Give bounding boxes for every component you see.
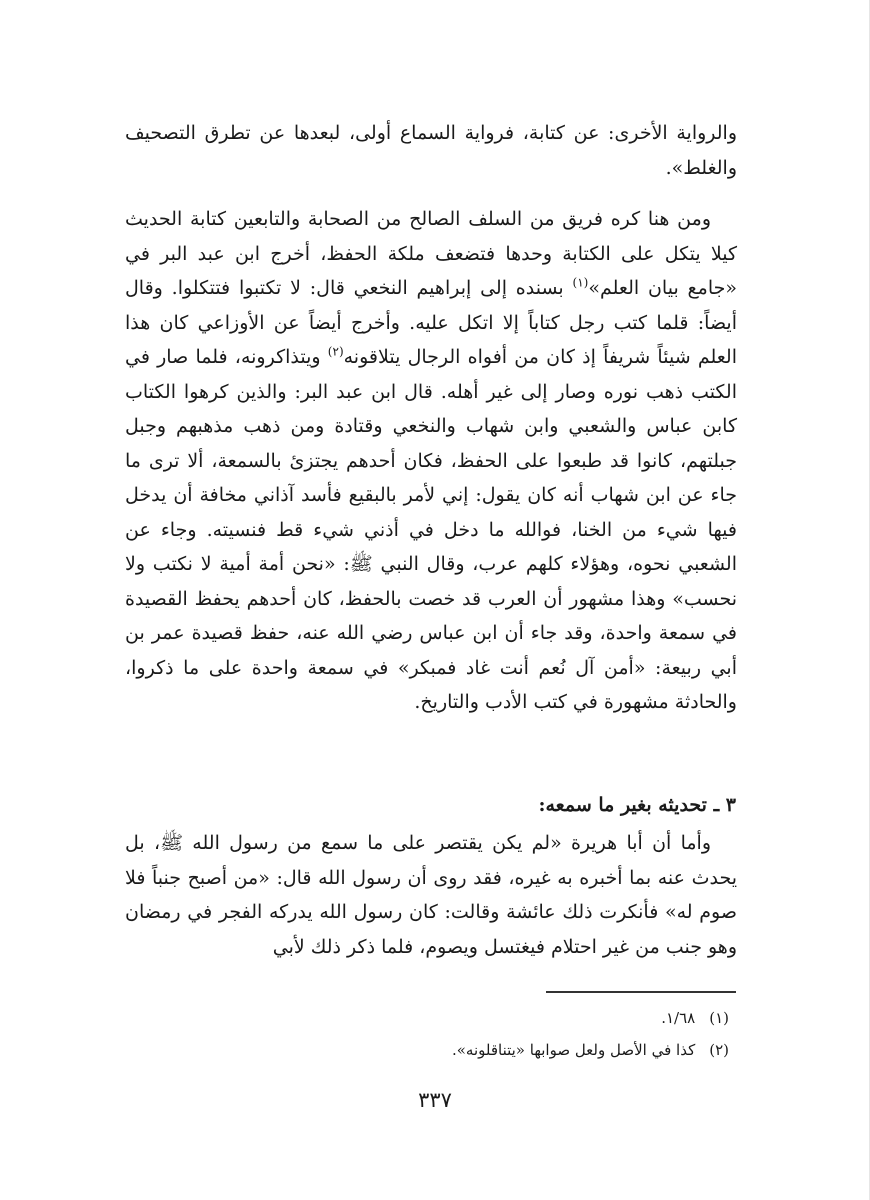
paragraph-2-part-3: ويتذاكرونه، فلما صار في الكتب ذهب نوره وصار إلى غير أهله. قال ابن عبد البر: والذين كرهوا الكتاب كابن عباس والشعبي وابن شهاب والنخعي وقتادة ومن ذهب مذهبهم وجبل جبلتهم، كانوا قد طبعوا على الحفظ، فكان أحدهم يجتزئ بالسمعة، ألا ترى ما جاء عن ابن شهاب أنه كان يقول: إني لأمر بالبقيع فأسد آذاني مخافة أن يدخل فيها شيء من الخنا، فوالله ما دخل في أذني شيء قط فنسيته. وجاء عن الشعبي نحوه، وهؤلاء كلهم عرب، وقال النبي ﷺ: «نحن أمة أمية لا نكتب ولا نحسب» وهذا مشهور أن العرب قد خصت بالحفظ، كان أحدهم يحفظ القصيدة في سمعة واحدة، وقد جاء أن ابن عباس رضي الله عنه، حفظ قصيدة عمر بن أبي ربيعة: «أمن آل نُعم أنت غاد فمبكر» في سمعة واحدة على ما ذكروا، والحادثة مشهورة في كتب الأدب والتاريخ. bbox=[125, 346, 737, 713]
paragraph-2-part-2: بسنده إلى إبراهيم النخعي قال: لا تكتبوا فتتكلوا. وقال أيضاً: قلما كتب رجل كتاباً إلا اتكل عليه. وأخرج أيضاً عن الأوزاعي كان هذا العلم شيئاً شريفاً إذ كان من أفواه الرجال يتلاقونه bbox=[125, 277, 737, 368]
page-number: ٣٣٧ bbox=[418, 1088, 452, 1112]
paragraph-3 bbox=[125, 826, 737, 964]
footnote-2-text: كذا في الأصل ولعل صوابها «يتناقلونه». bbox=[451, 1041, 696, 1059]
footnote-2 bbox=[129, 1034, 729, 1066]
footnote-2-number: (٢) bbox=[709, 1041, 729, 1059]
footnote-ref-2[interactable]: (٢) bbox=[327, 344, 344, 359]
paragraph-1 bbox=[125, 116, 737, 185]
footnote-divider bbox=[546, 991, 736, 993]
footnote-1 bbox=[129, 1002, 729, 1034]
paragraph-3-text: وأما أن أبا هريرة «لم يكن يقتصر على ما سمع من رسول الله ﷺ، بل يحدث عنه بما أخبره به غيره، فقد روى أن رسول الله قال: «من أصبح جنباً فلا صوم له» فأنكرت ذلك عائشة وقالت: كان رسول الله يدركه الفجر في رمضان وهو جنب من غير احتلام فيغتسل ويصوم، فلما ذكر ذلك لأبي bbox=[125, 832, 737, 958]
paragraph-2-part-1: ومن هنا كره فريق من السلف الصالح من الصحابة والتابعين كتابة الحديث كيلا يتكل على الكتابة وحدها فتضعف ملكة الحفظ، أخرج ابن عبد البر في «جامع بيان العلم» bbox=[125, 208, 737, 299]
paragraph-2-text bbox=[125, 202, 737, 720]
footnote-1-text: ١/٦٨. bbox=[661, 1009, 696, 1027]
footnote-1-number: (١) bbox=[709, 1009, 729, 1027]
paragraph-1-text: والرواية الأخرى: عن كتابة، فرواية السماع أولى، لبعدها عن تطرق التصحيف والغلط». bbox=[125, 122, 737, 179]
footnote-ref-1[interactable]: (١) bbox=[572, 275, 589, 290]
section-heading: ٣ ـ تحديثه بغير ما سمعه: bbox=[538, 794, 736, 816]
paragraph-2 bbox=[125, 202, 737, 720]
footnotes bbox=[129, 1002, 729, 1066]
